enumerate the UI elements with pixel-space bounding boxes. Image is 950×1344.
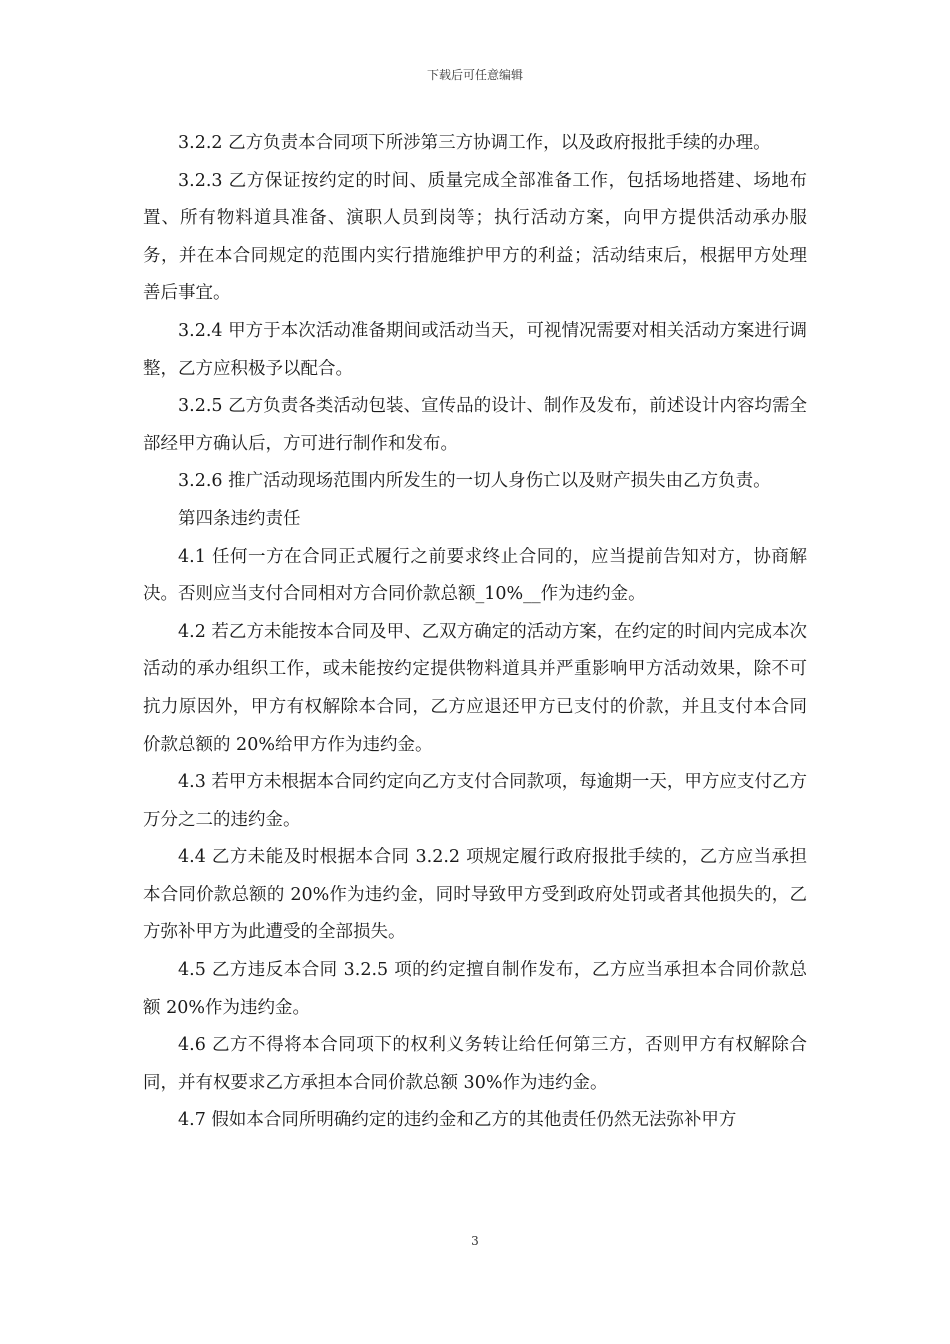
clause-4-1: 4.1 任何一方在合同正式履行之前要求终止合同的，应当提前告知对方，协商解决。否则应当支付合同相对方合同价款总额_10%__作为违约金。 <box>143 546 807 605</box>
page-header-note: 下载后可任意编辑 <box>426 68 523 82</box>
clause-3-2-6: 3.2.6 推广活动现场范围内所发生的一切人身伤亡以及财产损失由乙方负责。 <box>178 471 771 492</box>
page-number: 3 <box>471 1234 479 1248</box>
clause-3-2-3: 3.2.3 乙方保证按约定的时间、质量完成全部准备工作，包括场地搭建、场地布置、所有物料道具准备、演职人员到岗等；执行活动方案，向甲方提供活动承办服务，并在本合同规定的范围内实行措施维护甲方的利益；活动结束后，根据甲方处理善后事宜。 <box>143 170 807 304</box>
section-heading-article-4: 第四条违约责任 <box>178 508 301 529</box>
clause-3-2-5: 3.2.5 乙方负责各类活动包装、宣传品的设计、制作及发布，前述设计内容均需全部经甲方确认后，方可进行制作和发布。 <box>143 396 807 454</box>
clause-4-3: 4.3 若甲方未根据本合同约定向乙方支付合同款项，每逾期一天，甲方应支付乙方万分之二的违约金。 <box>143 772 807 830</box>
clause-4-4: 4.4 乙方未能及时根据本合同 3.2.2 项规定履行政府报批手续的，乙方应当承担本合同价款总额的 20%作为违约金，同时导致甲方受到政府处罚或者其他损失的，乙方弥补甲方为此遭受的全部损失。 <box>143 847 807 943</box>
document-body <box>143 125 807 1140</box>
clause-3-2-2: 3.2.2 乙方负责本合同项下所涉第三方协调工作，以及政府报批手续的办理。 <box>178 133 771 153</box>
clause-4-5: 4.5 乙方违反本合同 3.2.5 项的约定擅自制作发布，乙方应当承担本合同价款总额 20%作为违约金。 <box>143 960 807 1018</box>
clause-3-2-4: 3.2.4 甲方于本次活动准备期间或活动当天，可视情况需要对相关活动方案进行调整，乙方应积极予以配合。 <box>143 320 807 379</box>
clause-4-7: 4.7 假如本合同所明确约定的违约金和乙方的其他责任仍然无法弥补甲方 <box>178 1110 737 1131</box>
clause-4-6: 4.6 乙方不得将本合同项下的权利义务转让给任何第三方，否则甲方有权解除合同，并有权要求乙方承担本合同价款总额 30%作为违约金。 <box>143 1035 807 1093</box>
clause-4-2: 4.2 若乙方未能按本合同及甲、乙双方确定的活动方案，在约定的时间内完成本次活动的承办组织工作，或未能按约定提供物料道具并严重影响甲方活动效果，除不可抗力原因外，甲方有权解除本合同，乙方应退还甲方已支付的价款，并且支付本合同价款总额的 20%给甲方作为违约金。 <box>143 621 807 755</box>
